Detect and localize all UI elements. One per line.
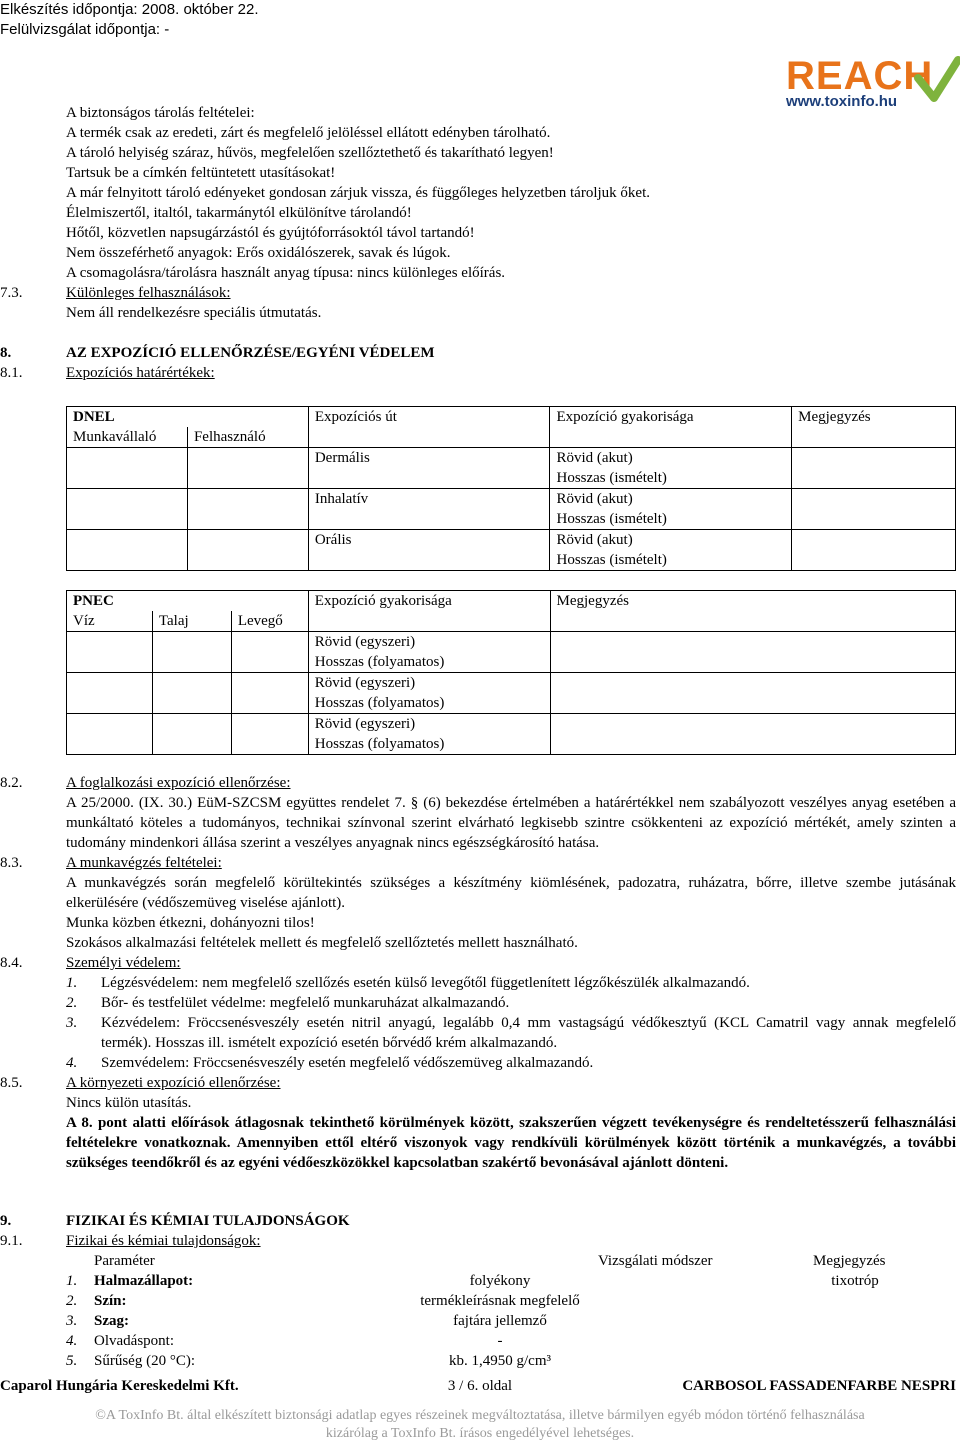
- dnel-route: Orális: [308, 530, 550, 571]
- prop-value: -: [497, 1333, 503, 1349]
- pnec-cell: [67, 714, 153, 755]
- dnel-cell: [792, 489, 956, 530]
- review-date: Felülvizsgálat időpontja: -: [0, 21, 170, 38]
- prop-name: Szag:: [94, 1313, 129, 1329]
- section-text: A munkavégzés során megfelelő körültekintés szükséges a készítmény kiömlésének, padozatra, ruházatra, bőrre, illetve szembe jutásának elkerülésére (védőszemüveg viselése ajánlott).: [66, 875, 956, 911]
- pnec-header: PNEC: [67, 591, 309, 612]
- section-bold-text: A 8. pont alatti előírások átlagosnak tekinthető körülmények között, szakszerűen végzett tevékenységre és rendeltetésszerű felhasználási feltételekre vonatkoznak. Amennyiben ettől eltérő viszonyok vagy rendkívüli körülmények között történik a munkavégzés, a további szükséges teendőkről és az egyéni védőeszközökkel kapcsolatban szakértő bevonásával ajánlott dönteni.: [66, 1115, 956, 1171]
- list-number: 4.: [66, 1055, 78, 1071]
- section-number: 7.3.: [0, 285, 23, 301]
- table-row: [67, 714, 956, 755]
- prop-name: Sűrűség (20 °C):: [94, 1353, 195, 1369]
- footer-copyright: ©A ToxInfo Bt. által elkészített biztonsági adatlap egyes részeinek megváltoztatása, illetve bármilyen egyéb módon történő felhasználása: [95, 1408, 865, 1423]
- checkmark-icon: [912, 56, 960, 108]
- section-title: AZ EXPOZÍCIÓ ELLENŐRZÉSE/EGYÉNI VÉDELEM: [66, 345, 435, 361]
- dnel-col-route: Expozíciós út: [308, 407, 550, 448]
- section-text: A 25/2000. (IX. 30.) EüM-SZCSM együttes rendelet 7. § (6) bekezdése értelmében a határértékkel nem szabályozott veszélyes anyag esetében a munkáltató köteles a tudományos, technikai színvonal szerint elvárható legkisebb szintre csökkenteni az expozíció mértékét, amely szinten a tudomány mindenkori állása szerint a veszélyes anyagnak nincs egészségkárosító hatása.: [66, 795, 956, 851]
- pnec-cell: [67, 673, 153, 714]
- storage-line: Tartsuk be a címkén feltüntetett utasításokat!: [66, 165, 336, 181]
- pnec-col-note: Megjegyzés: [550, 591, 955, 632]
- freq-short: Rövid (egyszeri): [314, 675, 416, 691]
- table-row: [67, 448, 956, 489]
- freq-long: Hosszas (ismételt): [556, 470, 667, 486]
- storage-line: Élelmiszertől, italtól, takarmánytól elkülönítve tárolandó!: [66, 205, 412, 221]
- list-number: 1.: [66, 975, 78, 991]
- section-title: FIZIKAI ÉS KÉMIAI TULAJDONSÁGOK: [66, 1213, 350, 1229]
- section-heading: A munkavégzés feltételei:: [66, 855, 222, 871]
- dnel-cell: [187, 448, 308, 489]
- reach-logo: [786, 56, 933, 112]
- freq-long: Hosszas (ismételt): [556, 552, 667, 568]
- col-parameter: Paraméter: [94, 1253, 155, 1269]
- table-row: [67, 673, 956, 714]
- col-note: Megjegyzés: [813, 1253, 886, 1269]
- table-row: [67, 530, 956, 571]
- list-item: Bőr- és testfelület védelme: megfelelő munkaruházat alkalmazandó.: [101, 995, 510, 1011]
- dnel-col-frequency: Expozíció gyakorisága: [550, 407, 792, 448]
- storage-line: A termék csak az eredeti, zárt és megfelelő jelöléssel ellátott edényben tárolható.: [66, 125, 551, 141]
- pnec-cell: [152, 632, 231, 673]
- storage-title: A biztonságos tárolás feltételei:: [66, 105, 255, 121]
- dnel-cell: [67, 489, 188, 530]
- pnec-sub-soil: Talaj: [152, 611, 231, 632]
- pnec-cell: [550, 632, 955, 673]
- pnec-sub-water: Víz: [67, 611, 153, 632]
- prop-name: Szín:: [94, 1293, 127, 1309]
- freq-long: Hosszas (folyamatos): [314, 695, 445, 711]
- section-number: 8.: [0, 345, 12, 361]
- freq-long: Hosszas (ismételt): [556, 511, 667, 527]
- dnel-frequency: [550, 530, 792, 571]
- col-method: Vizsgálati módszer: [598, 1253, 713, 1269]
- section-heading: A foglalkozási expozíció ellenőrzése:: [66, 775, 291, 791]
- prop-name: Olvadáspont:: [94, 1333, 174, 1349]
- freq-long: Hosszas (folyamatos): [314, 654, 445, 670]
- pnec-frequency: [308, 673, 550, 714]
- prop-value: termékleírásnak megfelelő: [420, 1293, 580, 1309]
- prop-value: fajtára jellemző: [453, 1313, 547, 1329]
- freq-short: Rövid (akut): [556, 491, 633, 507]
- dnel-col-note: Megjegyzés: [792, 407, 956, 448]
- footer-company: Caparol Hungária Kereskedelmi Kft.: [0, 1378, 239, 1394]
- storage-line: Nem összeférhető anyagok: Erős oxidálószerek, savak és lúgok.: [66, 245, 451, 261]
- table-row: [67, 632, 956, 673]
- dnel-route: Inhalatív: [308, 489, 550, 530]
- dnel-frequency: [550, 489, 792, 530]
- dnel-table: [66, 406, 956, 571]
- pnec-cell: [231, 714, 308, 755]
- pnec-cell: [550, 673, 955, 714]
- section-number: 8.3.: [0, 855, 23, 871]
- dnel-cell: [67, 530, 188, 571]
- pnec-col-frequency: Expozíció gyakorisága: [308, 591, 550, 632]
- section-number: 9.: [0, 1213, 12, 1229]
- dnel-cell: [187, 489, 308, 530]
- dnel-frequency: [550, 448, 792, 489]
- prop-value: kb. 1,4950 g/cm³: [449, 1353, 551, 1369]
- dnel-cell: [792, 448, 956, 489]
- list-item: Szemvédelem: Fröccsenésveszély esetén megfelelő védőszemüveg alkalmazandó.: [101, 1055, 594, 1071]
- prop-number: 1.: [66, 1273, 78, 1289]
- footer-product: CARBOSOL FASSADENFARBE NESPRI: [682, 1378, 956, 1394]
- section-number: 8.1.: [0, 365, 23, 381]
- dnel-cell: [187, 530, 308, 571]
- pnec-frequency: [308, 714, 550, 755]
- section-number: 8.4.: [0, 955, 23, 971]
- section-text: Szokásos alkalmazási feltételek mellett és megfelelő szellőztetés mellett használható.: [66, 935, 578, 951]
- logo-text: REACH: [786, 54, 934, 98]
- pnec-frequency: [308, 632, 550, 673]
- prop-name: Halmazállapot:: [94, 1273, 194, 1289]
- pnec-table: [66, 590, 956, 755]
- section-text: Nincs külön utasítás.: [66, 1095, 192, 1111]
- footer-copyright: kizárólag a ToxInfo Bt. írásos engedélyével lehetséges.: [325, 1426, 635, 1441]
- created-date: Elkészítés időpontja: 2008. október 22.: [0, 1, 259, 18]
- pnec-cell: [152, 673, 231, 714]
- list-number: 2.: [66, 995, 78, 1011]
- list-number: 3.: [66, 1015, 78, 1031]
- section-text: Munka közben étkezni, dohányozni tilos!: [66, 915, 315, 931]
- prop-number: 5.: [66, 1353, 78, 1369]
- section-number: 9.1.: [0, 1233, 23, 1249]
- prop-number: 3.: [66, 1313, 78, 1329]
- pnec-cell: [231, 673, 308, 714]
- section-heading: Fizikai és kémiai tulajdonságok:: [66, 1233, 261, 1249]
- section-heading: Személyi védelem:: [66, 955, 181, 971]
- freq-short: Rövid (egyszeri): [314, 716, 416, 732]
- dnel-sub-worker: Munkavállaló: [67, 427, 188, 448]
- dnel-cell: [67, 448, 188, 489]
- section-number: 8.2.: [0, 775, 23, 791]
- logo-url: www.toxinfo.hu: [786, 93, 898, 110]
- storage-line: A csomagolásra/tárolásra használt anyag típusa: nincs különleges előírás.: [66, 265, 506, 281]
- footer-page: 3 / 6. oldal: [447, 1378, 513, 1394]
- prop-number: 4.: [66, 1333, 78, 1349]
- dnel-sub-user: Felhasználó: [187, 427, 308, 448]
- section-text: Nem áll rendelkezésre speciális útmutatás.: [66, 305, 322, 321]
- section-heading: A környezeti expozíció ellenőrzése:: [66, 1075, 281, 1091]
- table-row: [67, 489, 956, 530]
- prop-note: tixotróp: [831, 1273, 879, 1289]
- storage-line: A tároló helyiség száraz, hűvös, megfelelően szellőztethető és takarítható legyen!: [66, 145, 554, 161]
- storage-line: A már felnyitott tároló edényeket gondosan zárjuk vissza, és függőleges helyzetben tároljuk őket.: [66, 185, 650, 201]
- freq-long: Hosszas (folyamatos): [314, 736, 445, 752]
- freq-short: Rövid (akut): [556, 532, 633, 548]
- prop-number: 2.: [66, 1293, 78, 1309]
- section-number: 8.5.: [0, 1075, 23, 1091]
- pnec-cell: [67, 632, 153, 673]
- pnec-cell: [550, 714, 955, 755]
- dnel-route: Dermális: [308, 448, 550, 489]
- freq-short: Rövid (akut): [556, 450, 633, 466]
- freq-short: Rövid (egyszeri): [314, 634, 416, 650]
- prop-value: folyékony: [469, 1273, 531, 1289]
- list-item: Kézvédelem: Fröccsenésveszély esetén nitril anyagú, legalább 0,4 mm vastagságú védőkesztyű (KCL Camatril vagy annak megfelelő termék). Hosszas ill. ismételt expozíció esetén bőrvédő krém alkalmazandó.: [101, 1015, 956, 1051]
- section-heading: Különleges felhasználások:: [66, 285, 231, 301]
- storage-line: Hőtől, közvetlen napsugárzástól és gyújtóforrásoktól távol tartandó!: [66, 225, 475, 241]
- pnec-cell: [152, 714, 231, 755]
- pnec-cell: [231, 632, 308, 673]
- section-heading: Expozíciós határértékek:: [66, 365, 215, 381]
- list-item: Légzésvédelem: nem megfelelő szellőzés esetén külső levegőtől függetlenített légzőkészülék alkalmazandó.: [101, 975, 750, 991]
- pnec-sub-air: Levegő: [231, 611, 308, 632]
- dnel-cell: [792, 530, 956, 571]
- dnel-header: DNEL: [67, 407, 309, 428]
